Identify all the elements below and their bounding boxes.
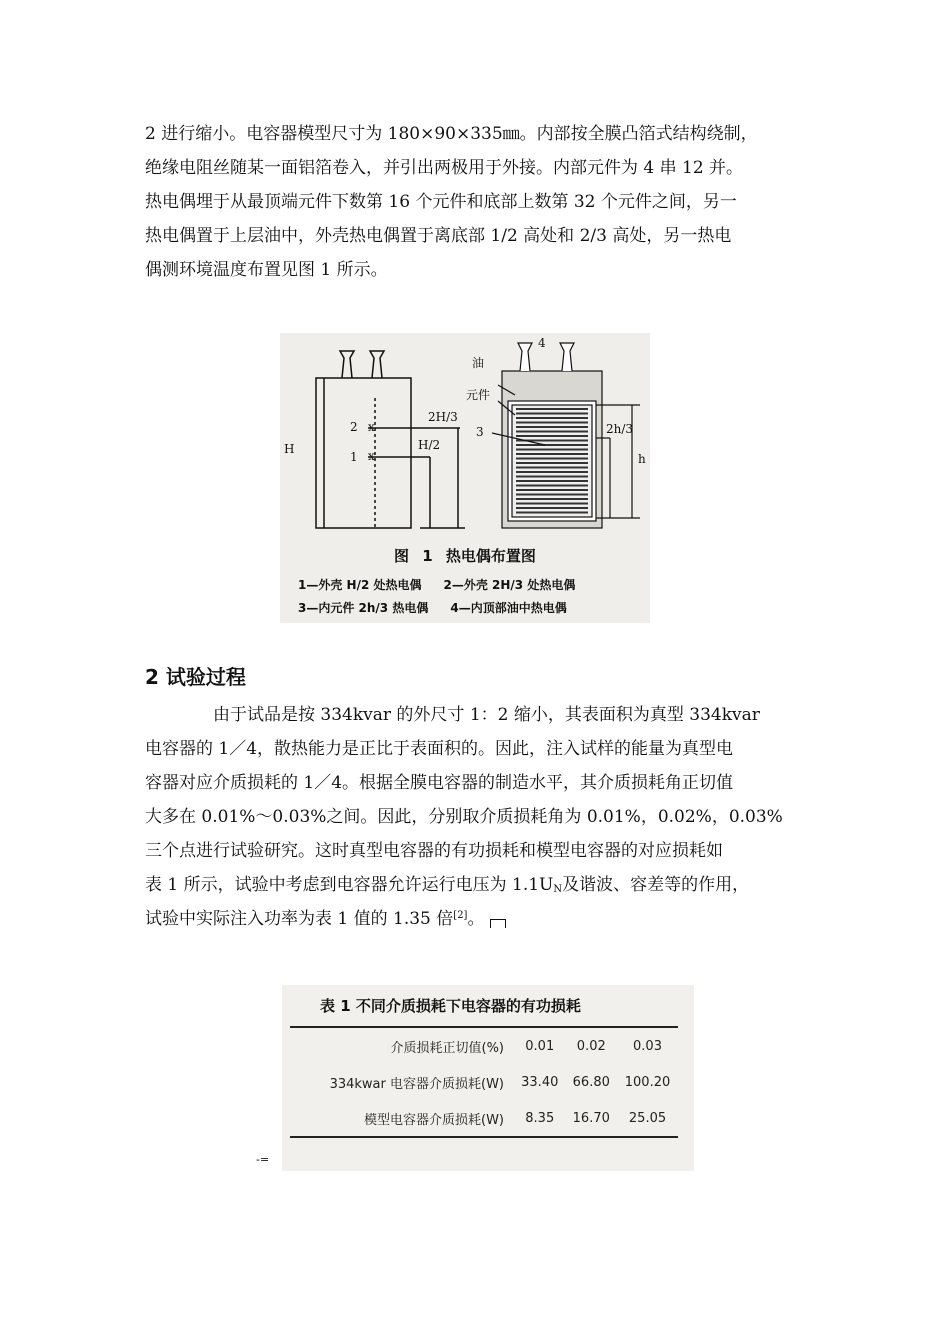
label-oil: 油 xyxy=(472,356,485,370)
table-1-figure xyxy=(282,985,694,1171)
legend-item: 1—外壳 H/2 处热电偶 xyxy=(298,578,422,592)
table-cell: 16.70 xyxy=(566,1100,618,1137)
paragraph-1 xyxy=(145,117,810,287)
outer-shell-drawing xyxy=(316,351,465,528)
marker-point-2: x xyxy=(368,420,375,434)
paragraph-2-line xyxy=(145,902,810,936)
table-row xyxy=(290,1064,678,1100)
section-heading: 2 试验过程 xyxy=(145,665,246,689)
paragraph-2 xyxy=(145,698,810,936)
legend-item: 4—内顶部油中热电偶 xyxy=(450,601,567,615)
table-1 xyxy=(290,1026,678,1138)
table-row-label: 介质损耗正切值(%) xyxy=(290,1027,514,1064)
text-run: 。 xyxy=(467,909,485,929)
text-run: 试验中实际注入功率为表 1 值的 1.35 倍 xyxy=(145,909,454,929)
figure-1-drawing xyxy=(280,333,650,543)
page-mark: -= xyxy=(256,1153,270,1166)
label-h: h xyxy=(638,452,646,466)
label-point-3: 3 xyxy=(476,425,484,439)
marker-point-1: x xyxy=(368,449,375,463)
table-cell: 0.03 xyxy=(617,1027,678,1064)
label-H: H xyxy=(284,442,295,456)
table-cell: 8.35 xyxy=(514,1100,566,1137)
label-2H-3: 2H/3 xyxy=(428,410,458,424)
subscript: N xyxy=(553,884,563,895)
table-row xyxy=(290,1100,678,1137)
label-point-4: 4 xyxy=(538,336,546,350)
table-cell: 0.01 xyxy=(514,1027,566,1064)
paragraph-1-line: 热电偶埋于从最顶端元件下数第 16 个元件和底部上数第 32 个元件之间，另一 xyxy=(145,192,737,212)
paragraph-2-line: 大多在 0.01%～0.03%之间。因此，分别取介质损耗角为 0.01%，0.02%，0.03% xyxy=(145,807,783,827)
figure-1-legend-row xyxy=(298,599,567,616)
legend-item: 3—内元件 2h/3 热电偶 xyxy=(298,601,429,615)
table-cell: 66.80 xyxy=(572,1074,610,1090)
paragraph-1-line: 热电偶置于上层油中，外壳热电偶置于离底部 1/2 高处和 2/3 高处，另一热电 xyxy=(145,226,732,246)
label-point-2: 2 xyxy=(350,420,358,434)
figure-1-caption: 图 1 热电偶布置图 xyxy=(394,547,536,565)
label-H-2: H/2 xyxy=(418,438,441,452)
table-cell: 0.02 xyxy=(566,1027,618,1064)
corner-mark xyxy=(490,919,506,928)
figure-1-thermocouple-layout xyxy=(280,333,650,623)
label-point-1: 1 xyxy=(350,450,358,464)
paragraph-2-line: 容器对应介质损耗的 1／4。根据全膜电容器的制造水平，其介质损耗角正切值 xyxy=(145,773,734,793)
table-row xyxy=(290,1027,678,1064)
paragraph-2-line: 电容器的 1／4，散热能力是正比于表面积的。因此，注入试样的能量为真型电 xyxy=(145,739,734,759)
table-cell: 25.05 xyxy=(617,1100,678,1137)
table-row-label: 334kwar 电容器介质损耗(W) xyxy=(329,1076,504,1092)
table-cell: 33.40 xyxy=(521,1074,559,1090)
citation-ref[interactable]: [2] xyxy=(453,910,468,921)
figure-1-legend-row xyxy=(298,576,575,593)
paragraph-1-line: 2 进行缩小。电容器模型尺寸为 180×90×335㎜。内部按全膜凸箔式结构绕制， xyxy=(145,124,758,144)
label-2h-3: 2h/3 xyxy=(606,422,634,436)
paragraph-2-line: 三个点进行试验研究。这时真型电容器的有功损耗和模型电容器的对应损耗如 xyxy=(145,841,723,861)
label-element: 元件 xyxy=(466,388,491,402)
text-run: 表 1 所示，试验中考虑到电容器允许运行电压为 1.1U xyxy=(145,875,554,895)
table-cell: 100.20 xyxy=(624,1074,671,1090)
table-row-label: 模型电容器介质损耗(W) xyxy=(290,1100,514,1137)
legend-item: 2—外壳 2H/3 处热电偶 xyxy=(443,578,576,592)
paragraph-2-line: 由于试品是按 334kvar 的外尺寸 1：2 缩小，其表面积为真型 334kvar xyxy=(213,705,760,725)
table-1-title: 表 1 不同介质损耗下电容器的有功损耗 xyxy=(320,997,581,1015)
text-run: 及谐波、容差等的作用， xyxy=(562,875,750,895)
paragraph-1-line: 绝缘电阻丝随某一面铝箔卷入，并引出两极用于外接。内部元件为 4 串 12 并。 xyxy=(145,158,744,178)
paragraph-2-line xyxy=(145,868,810,902)
paragraph-1-line: 偶测环境温度布置见图 1 所示。 xyxy=(145,260,388,280)
